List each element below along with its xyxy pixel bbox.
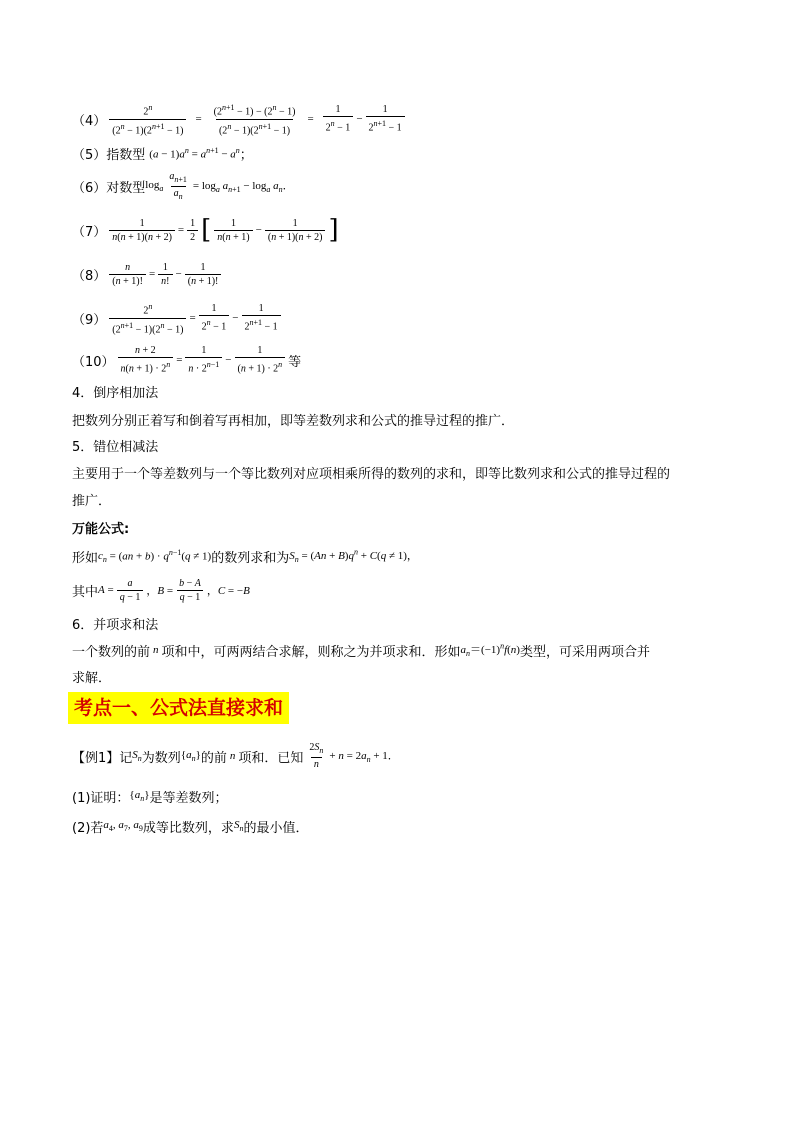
example-1-statement: 【例1】 记 $S_n$ 为数列 $\{a_n\}$ 的前 n 项和．已知 $\frac{2S_n}{n}$ + $n = 2a_n + 1$． xyxy=(72,742,399,770)
text: 的前 xyxy=(200,750,227,766)
item-label: （4） xyxy=(72,113,107,129)
item-label: （10） xyxy=(72,354,115,370)
formula-item-9: （9） $\frac{2^n}{(2^{n+1} - 1)(2^n - 1)}$ = $\frac{1}{2^n - 1}$ − $\frac{1}{2^{n+1} - 1}$ xyxy=(72,300,284,336)
item-label: （9） xyxy=(72,312,107,328)
item-label: （6） xyxy=(72,180,107,196)
text: 记 xyxy=(119,750,133,766)
text: 是等差数列； xyxy=(149,790,228,806)
example-1-question-1: (1)证明： $\{a_n\}$ 是等差数列； xyxy=(72,786,228,806)
item-label: （7） xyxy=(72,224,107,240)
section-4-title: 4．倒序相加法 xyxy=(72,386,159,401)
item-text: 对数型 xyxy=(106,180,146,196)
section-4-body: 把数列分别正着写和倒着写再相加，即等差数列求和公式的推导过程的推广． xyxy=(72,414,515,429)
item-tail: ； xyxy=(239,147,253,163)
section-6-title: 6．并项求和法 xyxy=(72,618,159,633)
text: 项和中，可两两结合求解，则称之为并项求和．形如 xyxy=(161,644,461,660)
text: 类型，可采用两项合并 xyxy=(519,644,650,660)
section-6-body-line1: 一个数列的前 n 项和中，可两两结合求解，则称之为并项求和．形如 $a_n=(-1)^nf(n)$ 类型，可采用两项合并 xyxy=(72,641,650,660)
fraction: $\frac{(2^{n+1} - 1) - (2^n - 1)}{(2^n - 1)(2^{n+1} - 1)}$ xyxy=(213,103,296,136)
item-label: （5） xyxy=(72,147,107,163)
example-label: 【例1】 xyxy=(72,750,120,766)
formula-item-4: （4） $\frac{2^n}{(2^n - 1)(2^{n+1} - 1)}$ = $\frac{(2^{n+1} - 1) - (2^n - 1)}{(2^n - 1)(2^{n+1} - 1)}$ = $\frac{1}{2^n - 1}$ − $\frac{1}{2^{n+1} - 1}$ xyxy=(72,98,408,140)
section-5-body-line2: 推广． xyxy=(72,494,112,509)
item-text: 指数型 xyxy=(106,147,146,163)
section-5-body-line1: 主要用于一个等差数列与一个等比数列对应项相乘所得的数列的求和，即等比数列求和公式的推导过程的 xyxy=(72,467,671,482)
text: 的数列求和为 xyxy=(211,550,290,566)
text: 成等比数列，求 xyxy=(142,820,234,836)
formula-item-8: （8） $\frac{n}{(n + 1)!}$ = $\frac{1}{n!}$ − $\frac{1}{(n + 1)!}$ xyxy=(72,256,224,292)
formula-item-10: （10） $\frac{n + 2}{n(n + 1) \cdot 2^n}$ = $\frac{1}{n \cdot 2^{n-1}}$ − $\frac{1}{(n + 1) \cdot 2^n}$ 等 xyxy=(72,345,302,375)
text: 为数列 xyxy=(141,750,181,766)
text: 一个数列的前 xyxy=(72,644,151,660)
universal-formula-title: 万能公式: xyxy=(72,522,130,537)
text: 形如 xyxy=(72,550,99,566)
formula-item-7: （7） $\frac{1}{n(n + 1)(n + 2)}$ = $\frac{1}{2}$ [ $\frac{1}{n(n + 1)}$ − $\frac{1}{(n + 1)(n + 2)}$ ] xyxy=(72,215,339,245)
example-1-question-2: (2)若 $a_4$, $a_7$, $a_9$ 成等比数列，求 $S_n$ 的最小值． xyxy=(72,816,308,836)
topic-banner: 考点一、公式法直接求和 xyxy=(68,692,289,724)
item-tail: 等 xyxy=(288,354,302,370)
section-6-body-line2: 求解． xyxy=(72,671,112,686)
universal-formula-line1: 形如 $c_n = (an + b) \cdot q^{n-1}(q \ne 1)$ 的数列求和为 $S_n = (An + B)q^n + C(q \ne 1)$， xyxy=(72,547,418,566)
section-5-title: 5．错位相减法 xyxy=(72,440,159,455)
item-label: （8） xyxy=(72,268,107,284)
text: 的最小值． xyxy=(243,820,309,836)
text: (2)若 xyxy=(72,820,104,836)
text: 其中 xyxy=(72,584,99,600)
universal-formula-line2: 其中 A = $\frac{a}{q - 1}$ ，B = $\frac{b - A}{q - 1}$ ，C = −B xyxy=(72,577,250,603)
formula-item-6: （6） 对数型 $\log_a$ $\frac{a_{n+1}}{a_n}$ = $\log_a a_{n+1} - \log_a a_n$． xyxy=(72,170,294,201)
text: (1)证明： xyxy=(72,790,130,806)
fraction: $\frac{2^n}{(2^n - 1)(2^{n+1} - 1)}$ xyxy=(109,101,186,137)
text: 项和．已知 xyxy=(238,750,304,766)
formula-item-5: （5） 指数型 $(a - 1)a^n = a^{n+1} - a^n$ ； xyxy=(72,142,253,164)
